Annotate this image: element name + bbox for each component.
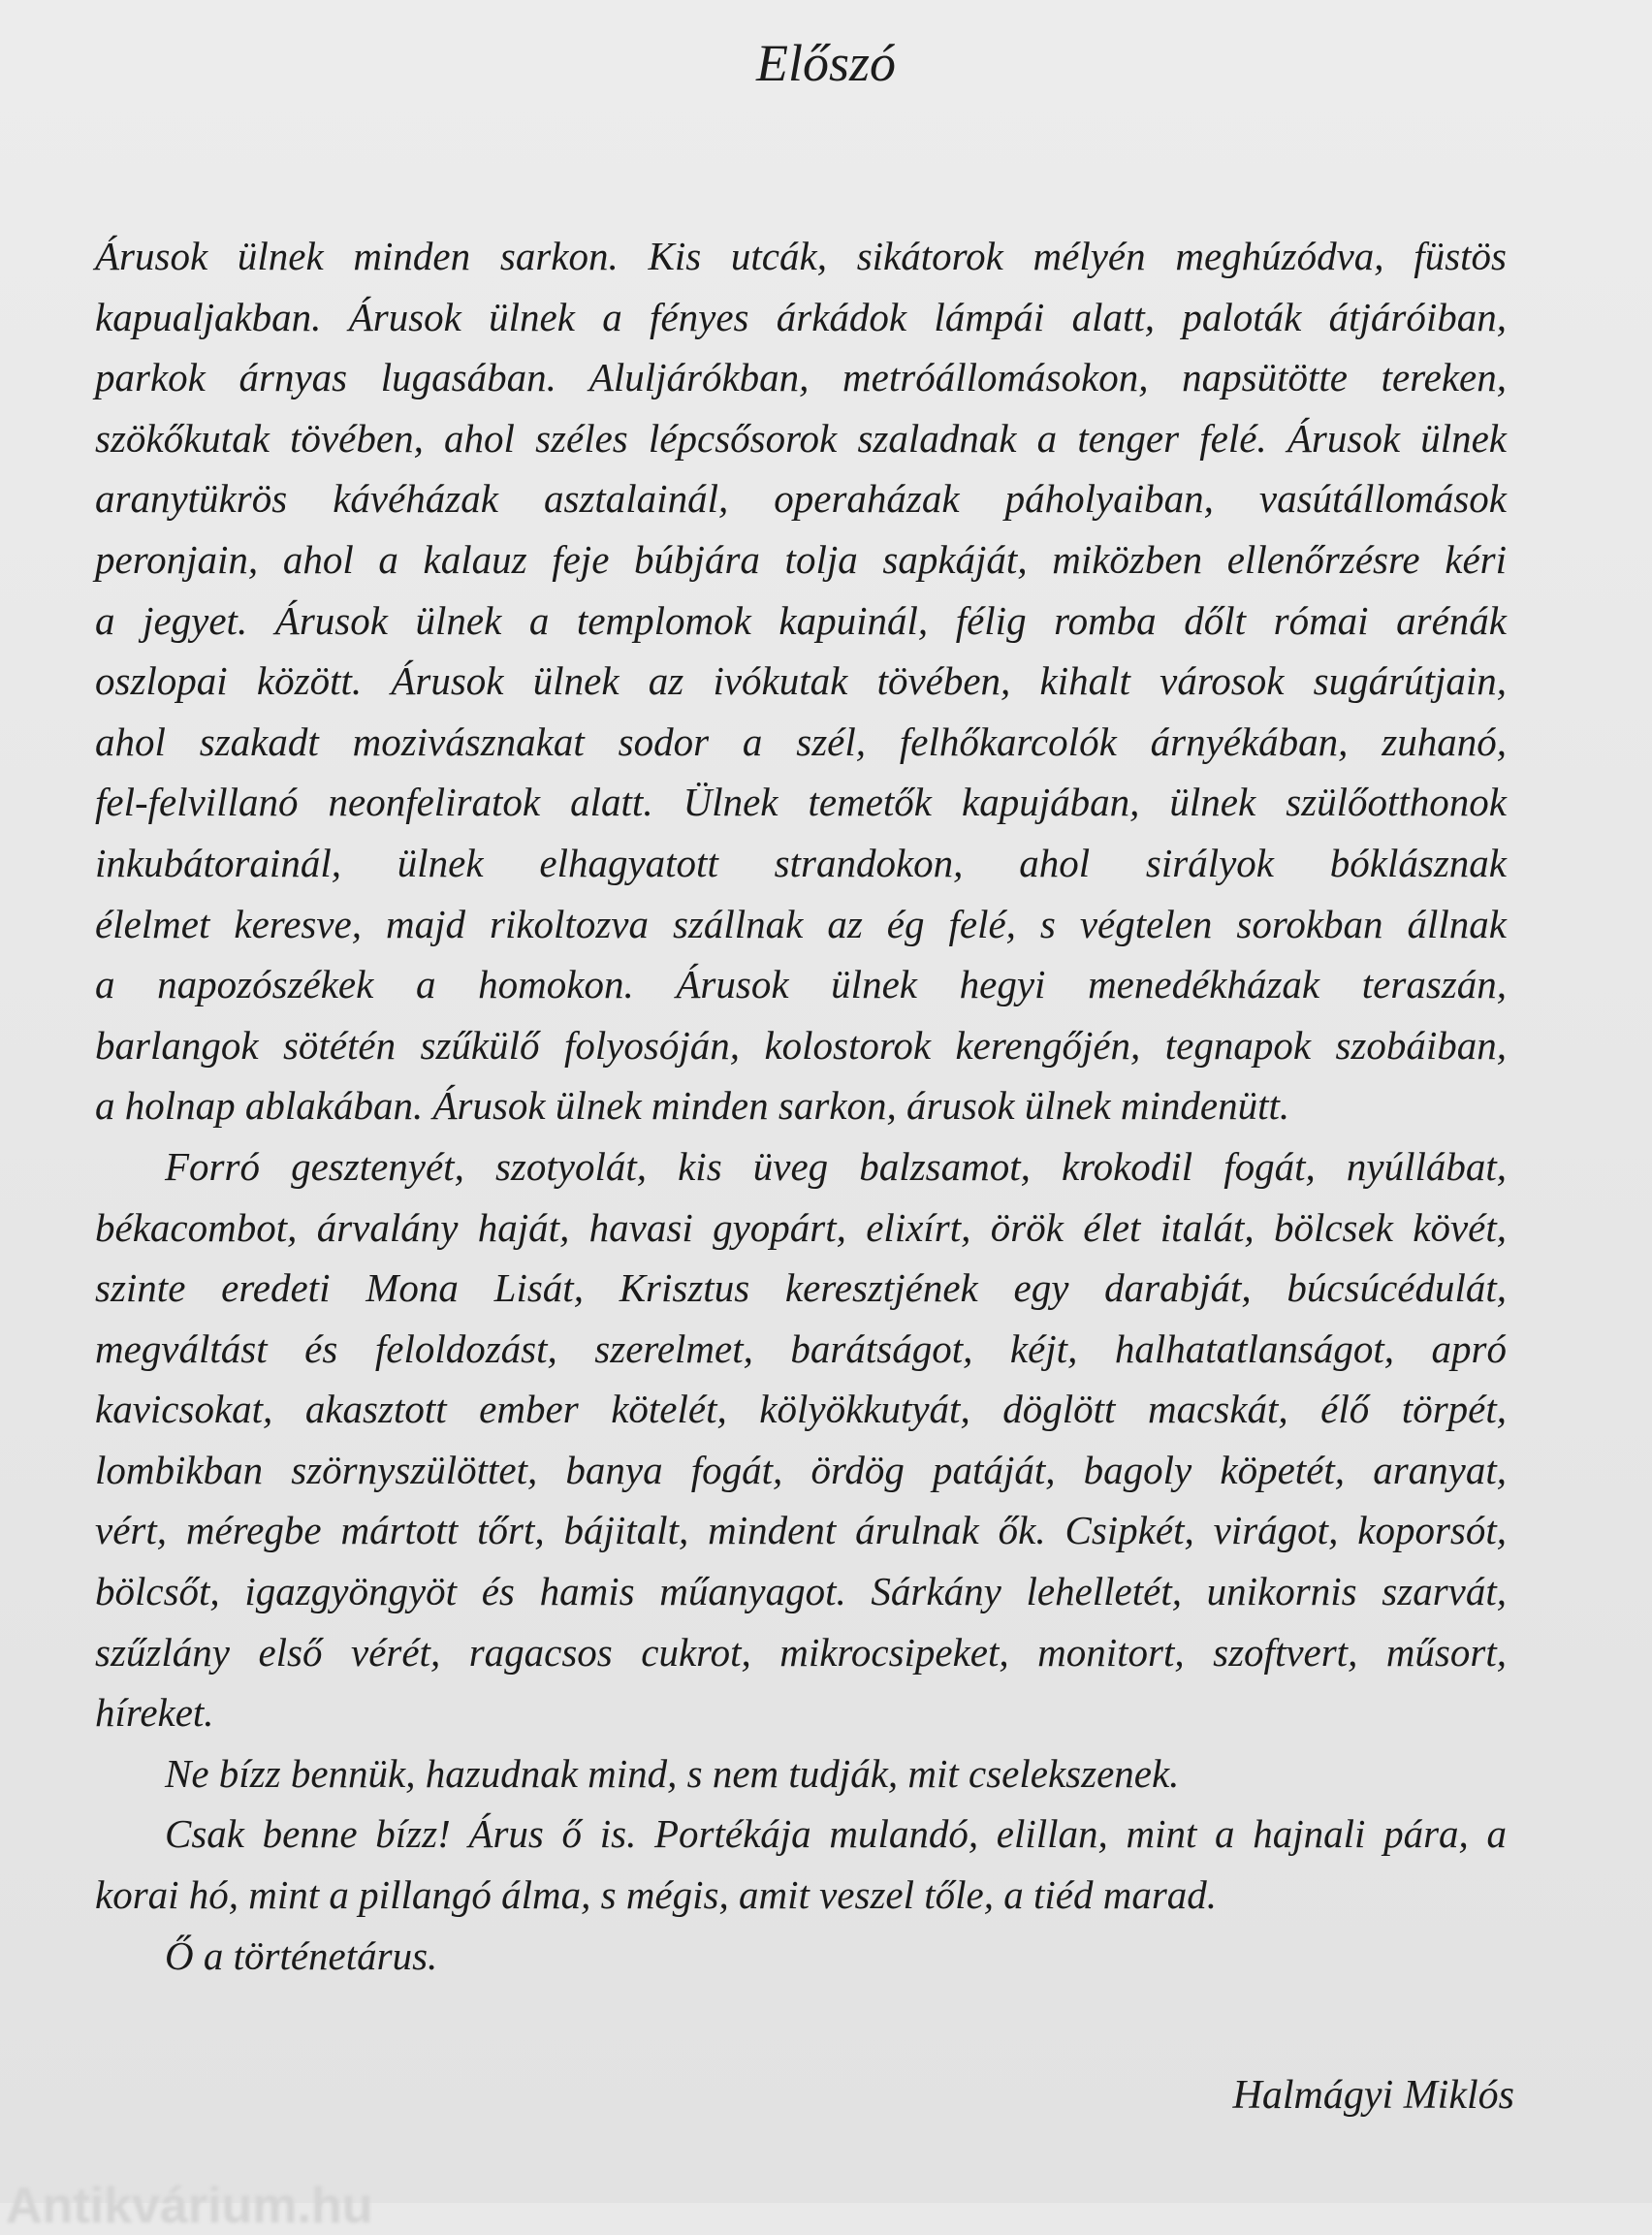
preface-body (95, 226, 1507, 1986)
text-line: Forró gesztenyét, szotyolát, kis üveg balzsamot, krokodil fogát, nyúllábat, (165, 1143, 1507, 1189)
text-line: a jegyet. Árusok ülnek a templomok kapuinál, félig romba dőlt római arénák (95, 597, 1507, 643)
text-line: szinte eredeti Mona Lisát, Krisztus keresztjének egy darabját, búcsúcédulát, (95, 1265, 1507, 1311)
text-line: vért, méregbe mártott tőrt, bájitalt, mindent árulnak ők. Csipkét, virágot, koporsót, (95, 1508, 1507, 1553)
page-title: Előszó (755, 34, 897, 92)
text-line: Ő a történetárus. (165, 1932, 438, 1978)
text-line: oszlopai között. Árusok ülnek az ivókutak tövében, kihalt városok sugárútjain, (95, 658, 1507, 704)
text-line: bölcsőt, igazgyöngyöt és hamis műanyagot. Sárkány lehelletét, unikornis szarvát, (95, 1569, 1507, 1614)
text-line: inkubátorainál, ülnek elhagyatott strandokon, ahol sirályok bóklásznak (95, 840, 1507, 885)
text-line: megváltást és feloldozást, szerelmet, barátságot, kéjt, halhatatlanságot, apró (95, 1325, 1507, 1371)
text-line: élelmet keresve, majd rikoltozva szállnak az ég felé, s végtelen sorokban állnak (95, 901, 1507, 946)
text-line: békacombot, árvalány haját, havasi gyopárt, elixírt, örök élet italát, bölcsek kövét, (95, 1204, 1507, 1250)
text-line: Árusok ülnek minden sarkon. Kis utcák, sikátorok mélyén meghúzódva, füstös (95, 234, 1507, 278)
text-line: fel-felvillanó neonfeliratok alatt. Ülnek temetők kapujában, ülnek szülőotthonok (95, 780, 1507, 825)
text-line: korai hó, mint a pillangó álma, s mégis, amit veszel tőle, a tiéd marad. (95, 1872, 1218, 1918)
text-line: szökőkutak tövében, ahol széles lépcsősorok szaladnak a tenger felé. Árusok ülnek (95, 415, 1507, 461)
text-line: Ne bízz bennük, hazudnak mind, s nem tudják, mit cselekszenek. (165, 1750, 1180, 1796)
text-line: a holnap ablakában. Árusok ülnek minden sarkon, árusok ülnek mindenütt. (95, 1083, 1290, 1129)
author-signature: Halmágyi Miklós (1232, 2073, 1514, 2118)
text-line: parkok árnyas lugasában. Aluljárókban, metróállomásokon, napsütötte tereken, (95, 355, 1507, 400)
text-line: Csak benne bízz! Árus ő is. Portékája mulandó, elillan, mint a hajnali pára, a (165, 1811, 1507, 1857)
text-line: peronjain, ahol a kalauz feje búbjára tolja sapkáját, miközben ellenőrzésre kéri (95, 536, 1507, 582)
text-line: lombikban szörnyszülöttet, banya fogát, ördög patáját, bagoly köpetét, aranyat, (95, 1447, 1507, 1492)
text-line: szűzlány első vérét, ragacsos cukrot, mikrocsipeket, monitort, szoftvert, műsort, (95, 1629, 1507, 1675)
text-line: a napozószékek a homokon. Árusok ülnek hegyi menedékházak teraszán, (95, 962, 1507, 1007)
text-line: aranytükrös kávéházak asztalainál, operaházak páholyaiban, vasútállomások (95, 476, 1507, 522)
text-line: kapualjakban. Árusok ülnek a fényes árkádok lámpái alatt, paloták átjáróiban, (95, 294, 1507, 339)
watermark: Antikvárium.hu (6, 2178, 373, 2234)
text-line: híreket. (95, 1690, 214, 1736)
text-line: kavicsokat, akasztott ember kötelét, kölyökkutyát, döglött macskát, élő törpét, (95, 1387, 1507, 1432)
text-line: ahol szakadt mozivásznakat sodor a szél, felhőkarcolók árnyékában, zuhanó, (95, 718, 1507, 764)
text-line: barlangok sötétén szűkülő folyosóján, kolostorok kerengőjén, tegnapok szobáiban, (95, 1022, 1507, 1068)
